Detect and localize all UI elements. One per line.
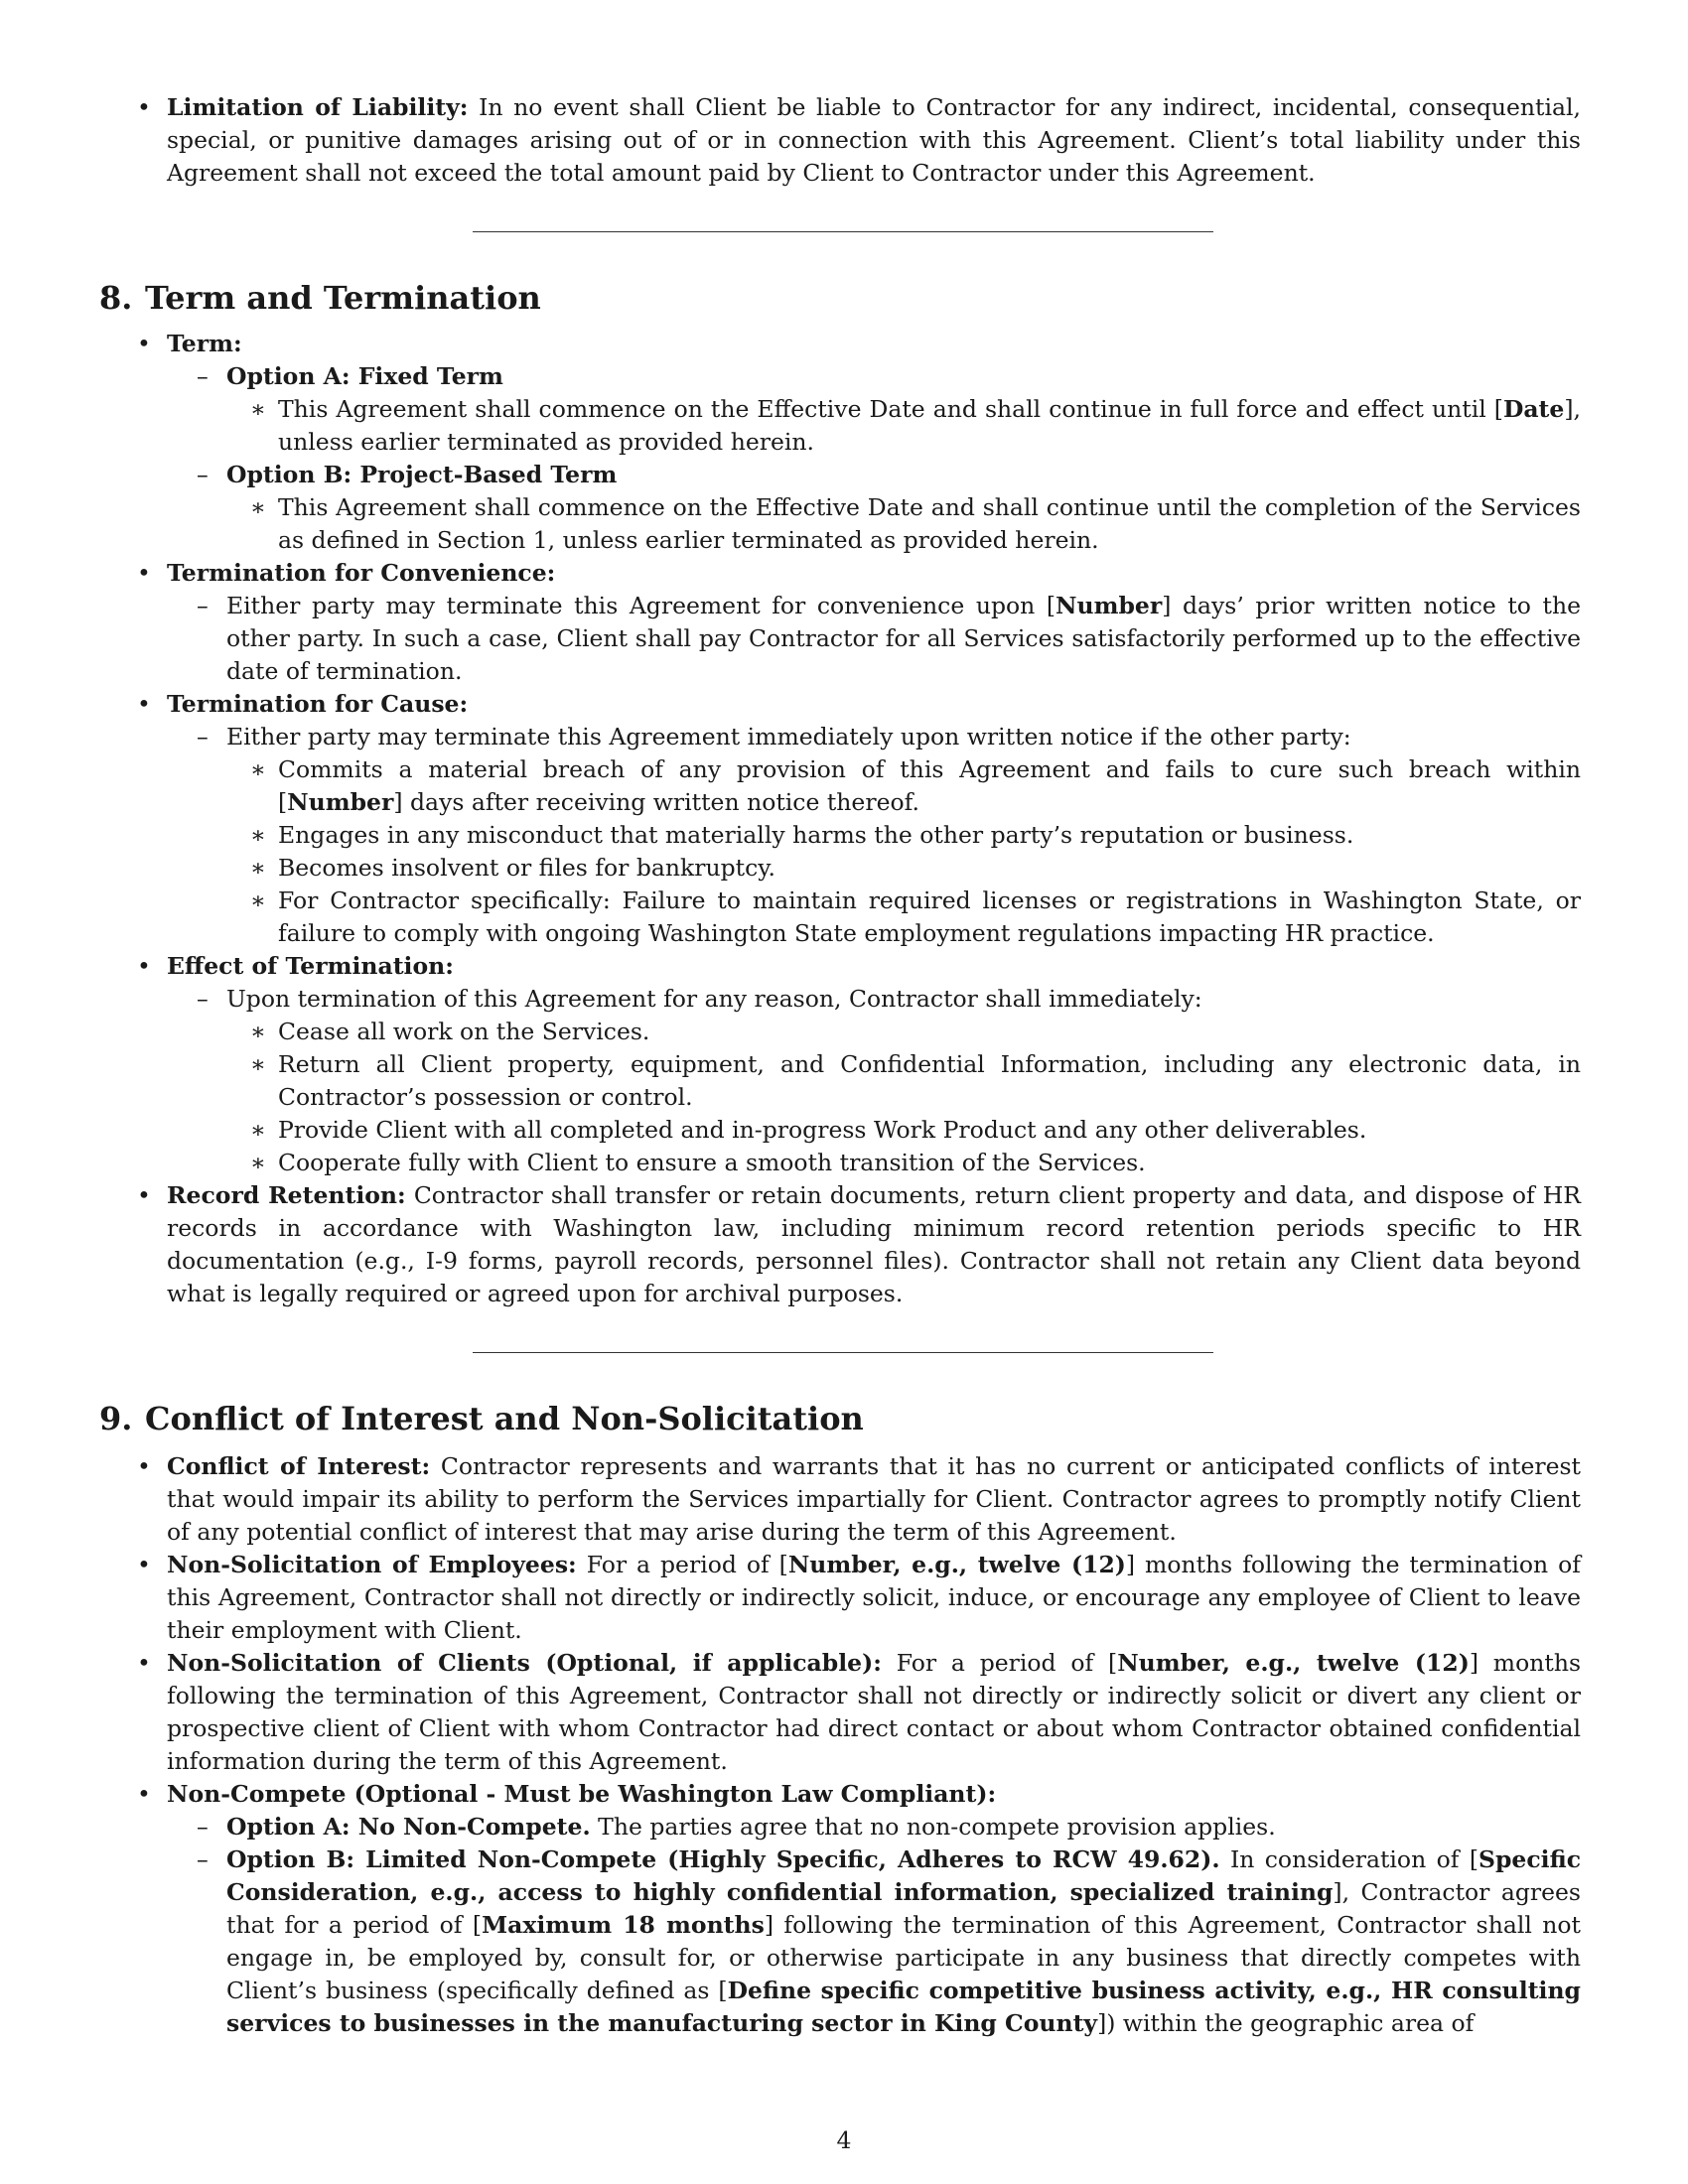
cause-label: Termination for Cause: — [167, 690, 469, 718]
convenience-text: – Either party may terminate this Agreement for convenience upon [Number] days’ prior written notice to the other party. In such a case, Client shall pay Contractor for all Services satisfactorily performed up to the effective date of termination. — [197, 592, 1581, 685]
star-marker: ∗ — [250, 887, 266, 914]
bullet-marker: • — [137, 93, 151, 121]
bullet-marker: • — [137, 330, 151, 357]
dash-marker: – — [197, 723, 209, 751]
star-marker: ∗ — [250, 1149, 266, 1176]
period-placeholder: Maximum 18 months — [482, 1911, 765, 1939]
page-number: 4 — [836, 2126, 852, 2154]
effect-label: Effect of Termination: — [167, 952, 454, 980]
dash-marker: – — [197, 362, 209, 390]
cause-contractor-licenses: ∗ For Contractor specifically: Failure to maintain required licenses or registrations in Washington State, or failure to comply with ongoing Washington State employment regulations impacting HR practice. — [250, 887, 1581, 947]
cause-intro: – Either party may terminate this Agreement immediately upon written notice if the other party: — [226, 721, 1581, 753]
nc-b-label: Option B: Limited Non-Compete (Highly Specific, Adheres to RCW 49.62). — [226, 1845, 1220, 1873]
non-compete-item — [137, 1778, 1581, 1811]
cause-material-breach: ∗ Commits a material breach of any provision of this Agreement and fails to cure such breach within [Number] days after receiving written notice thereof. — [250, 755, 1581, 816]
record-label: Record Retention: — [167, 1181, 406, 1209]
star-marker: ∗ — [250, 493, 266, 521]
section-9-heading — [99, 1399, 1688, 1438]
section-number: 8. — [99, 279, 133, 317]
section-divider — [473, 231, 1213, 232]
limitation-of-liability-item — [137, 91, 1581, 190]
conflict-of-interest-item: • Conflict of Interest: Contractor represents and warrants that it has no current or anticipated conflicts of interest that would impair its ability to perform the Services impartially for Client. Contractor agrees to promptly notify Client of any potential conflict of interest that may arise during the term of this Agreement. — [137, 1452, 1582, 1546]
bullet-marker: • — [137, 1551, 151, 1578]
option-b-label: Option B: Project-Based Term — [226, 461, 618, 488]
bullet-marker: • — [137, 1780, 151, 1808]
convenience-label: Termination for Convenience: — [167, 559, 556, 587]
bullet-marker: • — [137, 1181, 151, 1209]
dash-marker: – — [197, 1813, 209, 1841]
bullet-marker: • — [137, 952, 151, 980]
option-b-text: ∗ This Agreement shall commence on the Effective Date and shall continue until the completion of the Services as defined in Section 1, unless earlier terminated as provided herein. — [250, 493, 1581, 554]
star-marker: ∗ — [250, 755, 266, 783]
star-marker: ∗ — [250, 1116, 266, 1144]
bullet-marker: • — [137, 690, 151, 718]
star-marker: ∗ — [250, 395, 266, 423]
term-item — [137, 328, 1581, 360]
number-placeholder: Number, e.g., twelve (12) — [787, 1551, 1126, 1578]
effect-of-termination-item — [137, 950, 1581, 983]
termination-convenience-item — [137, 557, 1581, 590]
number-placeholder: Number — [1055, 592, 1163, 619]
star-marker: ∗ — [250, 1050, 266, 1078]
section-8-heading — [99, 278, 1688, 318]
dash-marker: – — [197, 592, 209, 619]
activity-placeholder: Define specific competitive business activity, e.g., HR consulting services to businesses in the manufacturing sector in King County — [226, 1977, 1581, 2037]
limitation-label: Limitation of Liability: — [167, 93, 469, 121]
option-a-text: ∗ This Agreement shall commence on the Effective Date and shall continue in full force and effect until [Date], unless earlier terminated as provided herein. — [250, 395, 1581, 456]
consideration-placeholder: Specific Consideration, e.g., access to highly confidential information, specialized training — [226, 1845, 1582, 1906]
effect-provide-work-product: ∗ Provide Client with all completed and in-progress Work Product and any other deliverables. — [278, 1114, 1581, 1147]
effect-return-property: ∗ Return all Client property, equipment, and Confidential Information, including any electronic data, in Contractor’s possession or control. — [250, 1050, 1581, 1111]
coi-label: Conflict of Interest: — [167, 1452, 431, 1480]
star-marker: ∗ — [250, 854, 266, 882]
star-marker: ∗ — [250, 1018, 266, 1045]
non-compete-option-b: – Option B: Limited Non-Compete (Highly Specific, Adheres to RCW 49.62). In consideration of [Specific Consideration, e.g., access to highly confidential information, specialized training], Contractor agrees that for a period of [Maximum 18 months] following the termination of this Agreement, Contractor shall not engage in, be employed by, consult for, or otherwise participate in any business that directly competes with Client’s business (specifically defined as [Define specific competitive business activity, e.g., HR consulting services to businesses in the manufacturing sector in King County]) within the geographic area of — [197, 1845, 1582, 2037]
star-marker: ∗ — [250, 821, 266, 849]
dash-marker: – — [197, 1845, 209, 1873]
option-a-fixed-term — [197, 360, 1581, 393]
limitation-text: In no event shall Client be liable to Contractor for any indirect, incidental, consequential, special, or punitive damages arising out of or in connection with this Agreement. Client’s total liability under this Agreement shall not exceed the total amount paid by Client to Contractor under this Agreement. — [167, 93, 1581, 187]
bullet-marker: • — [137, 559, 151, 587]
termination-cause-item — [137, 688, 1581, 721]
section-title: Conflict of Interest and Non-Solicitation — [145, 1400, 864, 1437]
nse-label: Non-Solicitation of Employees: — [167, 1551, 577, 1578]
dash-marker: – — [197, 461, 209, 488]
nc-a-label: Option A: No Non-Compete. — [226, 1813, 591, 1841]
effect-intro: – Upon termination of this Agreement for any reason, Contractor shall immediately: — [226, 983, 1581, 1016]
option-b-project-term — [197, 459, 1581, 491]
non-solicitation-employees-item: • Non-Solicitation of Employees: For a period of [Number, e.g., twelve (12)] months following the termination of this Agreement, Contractor shall not directly or indirectly solicit, induce, or encourage any employee of Client to leave their employment with Client. — [137, 1551, 1581, 1644]
bullet-marker: • — [137, 1649, 151, 1677]
non-solicitation-clients-item: • Non-Solicitation of Clients (Optional, if applicable): For a period of [Number, e.g., twelve (12)] months following the termination of this Agreement, Contractor shall not directly or indirectly solicit or divert any client or prospective client of Client with whom Contractor had direct contact or about whom Contractor obtained confidential information during the term of this Agreement. — [137, 1649, 1582, 1775]
number-placeholder: Number, e.g., twelve (12) — [1117, 1649, 1470, 1677]
section-divider — [473, 1352, 1213, 1353]
section-title: Term and Termination — [145, 279, 541, 317]
date-placeholder: Date — [1502, 395, 1565, 423]
effect-cease-work: ∗ Cease all work on the Services. — [278, 1016, 1581, 1048]
cause-insolvency: ∗ Becomes insolvent or files for bankruptcy. — [278, 852, 1581, 885]
nsc-label: Non-Solicitation of Clients (Optional, if applicable): — [167, 1649, 882, 1677]
option-a-label: Option A: Fixed Term — [226, 362, 503, 390]
term-label: Term: — [167, 330, 242, 357]
dash-marker: – — [197, 985, 209, 1013]
nc-label: Non-Compete (Optional - Must be Washington Law Compliant): — [167, 1780, 997, 1808]
effect-cooperate: ∗ Cooperate fully with Client to ensure a smooth transition of the Services. — [278, 1147, 1581, 1179]
non-compete-option-a: – Option A: No Non-Compete. The parties agree that no non-compete provision applies. — [226, 1811, 1581, 1843]
section-number: 9. — [99, 1400, 133, 1437]
bullet-marker: • — [137, 1452, 151, 1480]
record-retention-item: • Record Retention: Contractor shall transfer or retain documents, return client property and data, and dispose of HR records in accordance with Washington law, including minimum record retention periods specific to HR documentation (e.g., I-9 forms, payroll records, personnel files). Contractor shall not retain any Client data beyond what is legally required or agreed upon for archival purposes. — [137, 1181, 1581, 1307]
number-placeholder: Number — [287, 788, 394, 816]
cause-misconduct: ∗ Engages in any misconduct that materially harms the other party’s reputation or business. — [278, 819, 1581, 852]
document-content — [0, 91, 1688, 2040]
